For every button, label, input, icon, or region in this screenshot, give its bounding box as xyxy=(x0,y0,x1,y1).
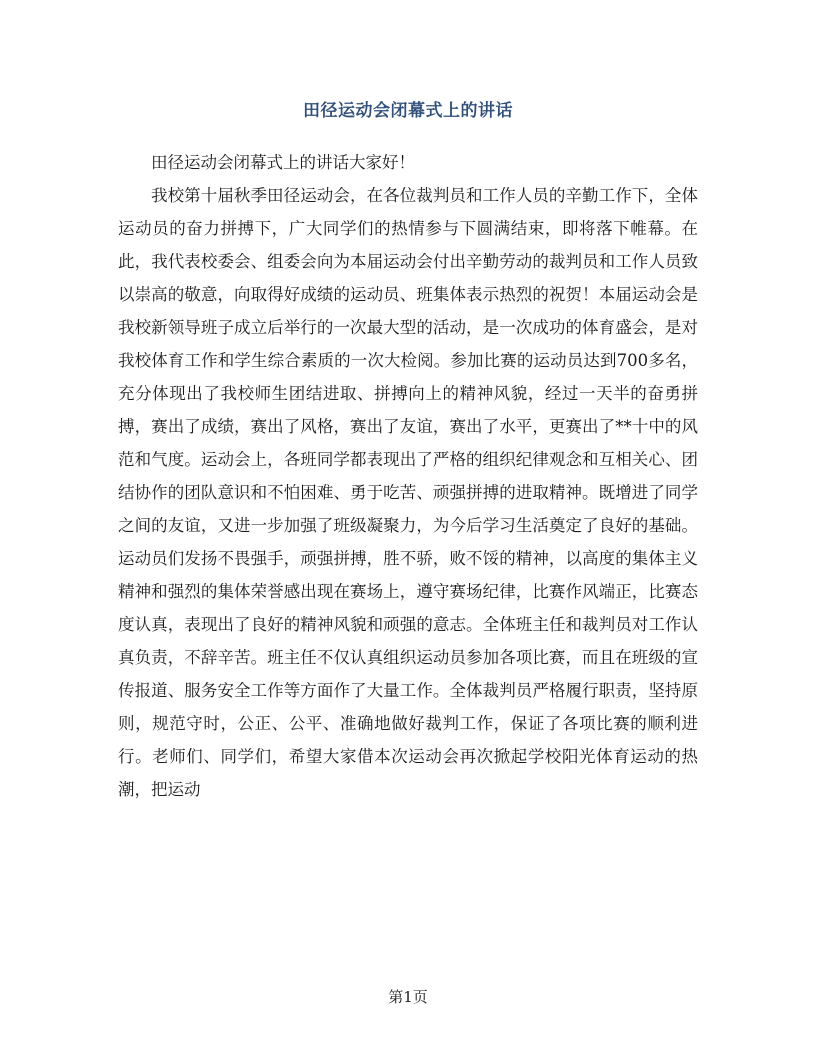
greeting-paragraph: 田径运动会闭幕式上的讲话大家好！ xyxy=(151,153,415,172)
speech-paragraph: 我校第十届秋季田径运动会，在各位裁判员和工作人员的辛勤工作下，全体运动员的奋力拼搏下，广大同学们的热情参与下圆满结束，即将落下帷幕。在此，我代表校委会、组委会向为本届运动会付出辛勤劳动的裁判员和工作人员致以崇高的敬意，向取得好成绩的运动员、班集体表示热烈的祝贺！本届运动会是我校新领导班子成立后举行的一次最大型的活动，是一次成功的体育盛会，是对我校体育工作和学生综合素质的一次大检阅。参加比赛的运动员达到700多名，充分体现出了我校师生团结进取、拼搏向上的精神风貌，经过一天半的奋勇拼搏，赛出了成绩，赛出了风格，赛出了友谊，赛出了水平，更赛出了**十中的风范和气度。运动会上，各班同学都表现出了严格的组织纪律观念和互相关心、团结协作的团队意识和不怕困难、勇于吃苦、顽强拼搏的进取精神。既增进了同学之间的友谊，又进一步加强了班级凝聚力，为今后学习生活奠定了良好的基础。运动员们发扬不畏强手，顽强拼搏，胜不骄，败不馁的精神，以高度的集体主义精神和强烈的集体荣誉感出现在赛场上，遵守赛场纪律，比赛作风端正，比赛态度认真，表现出了良好的精神风貌和顽强的意志。全体班主任和裁判员对工作认真负责，不辞辛苦。班主任不仅认真组织运动员参加各项比赛，而且在班级的宣传报道、服务安全工作等方面作了大量工作。全体裁判员严格履行职责，坚持原则，规范守时，公正、公平、准确地做好裁判工作，保证了各项比赛的顺利进行。老师们、同学们，希望大家借本次运动会再次掀起学校阳光体育运动的热潮，把运动 xyxy=(118,186,698,799)
document-title: 田径运动会闭幕式上的讲话 xyxy=(303,101,513,121)
document-body xyxy=(118,146,698,806)
page-number: 第1页 xyxy=(388,988,428,1006)
